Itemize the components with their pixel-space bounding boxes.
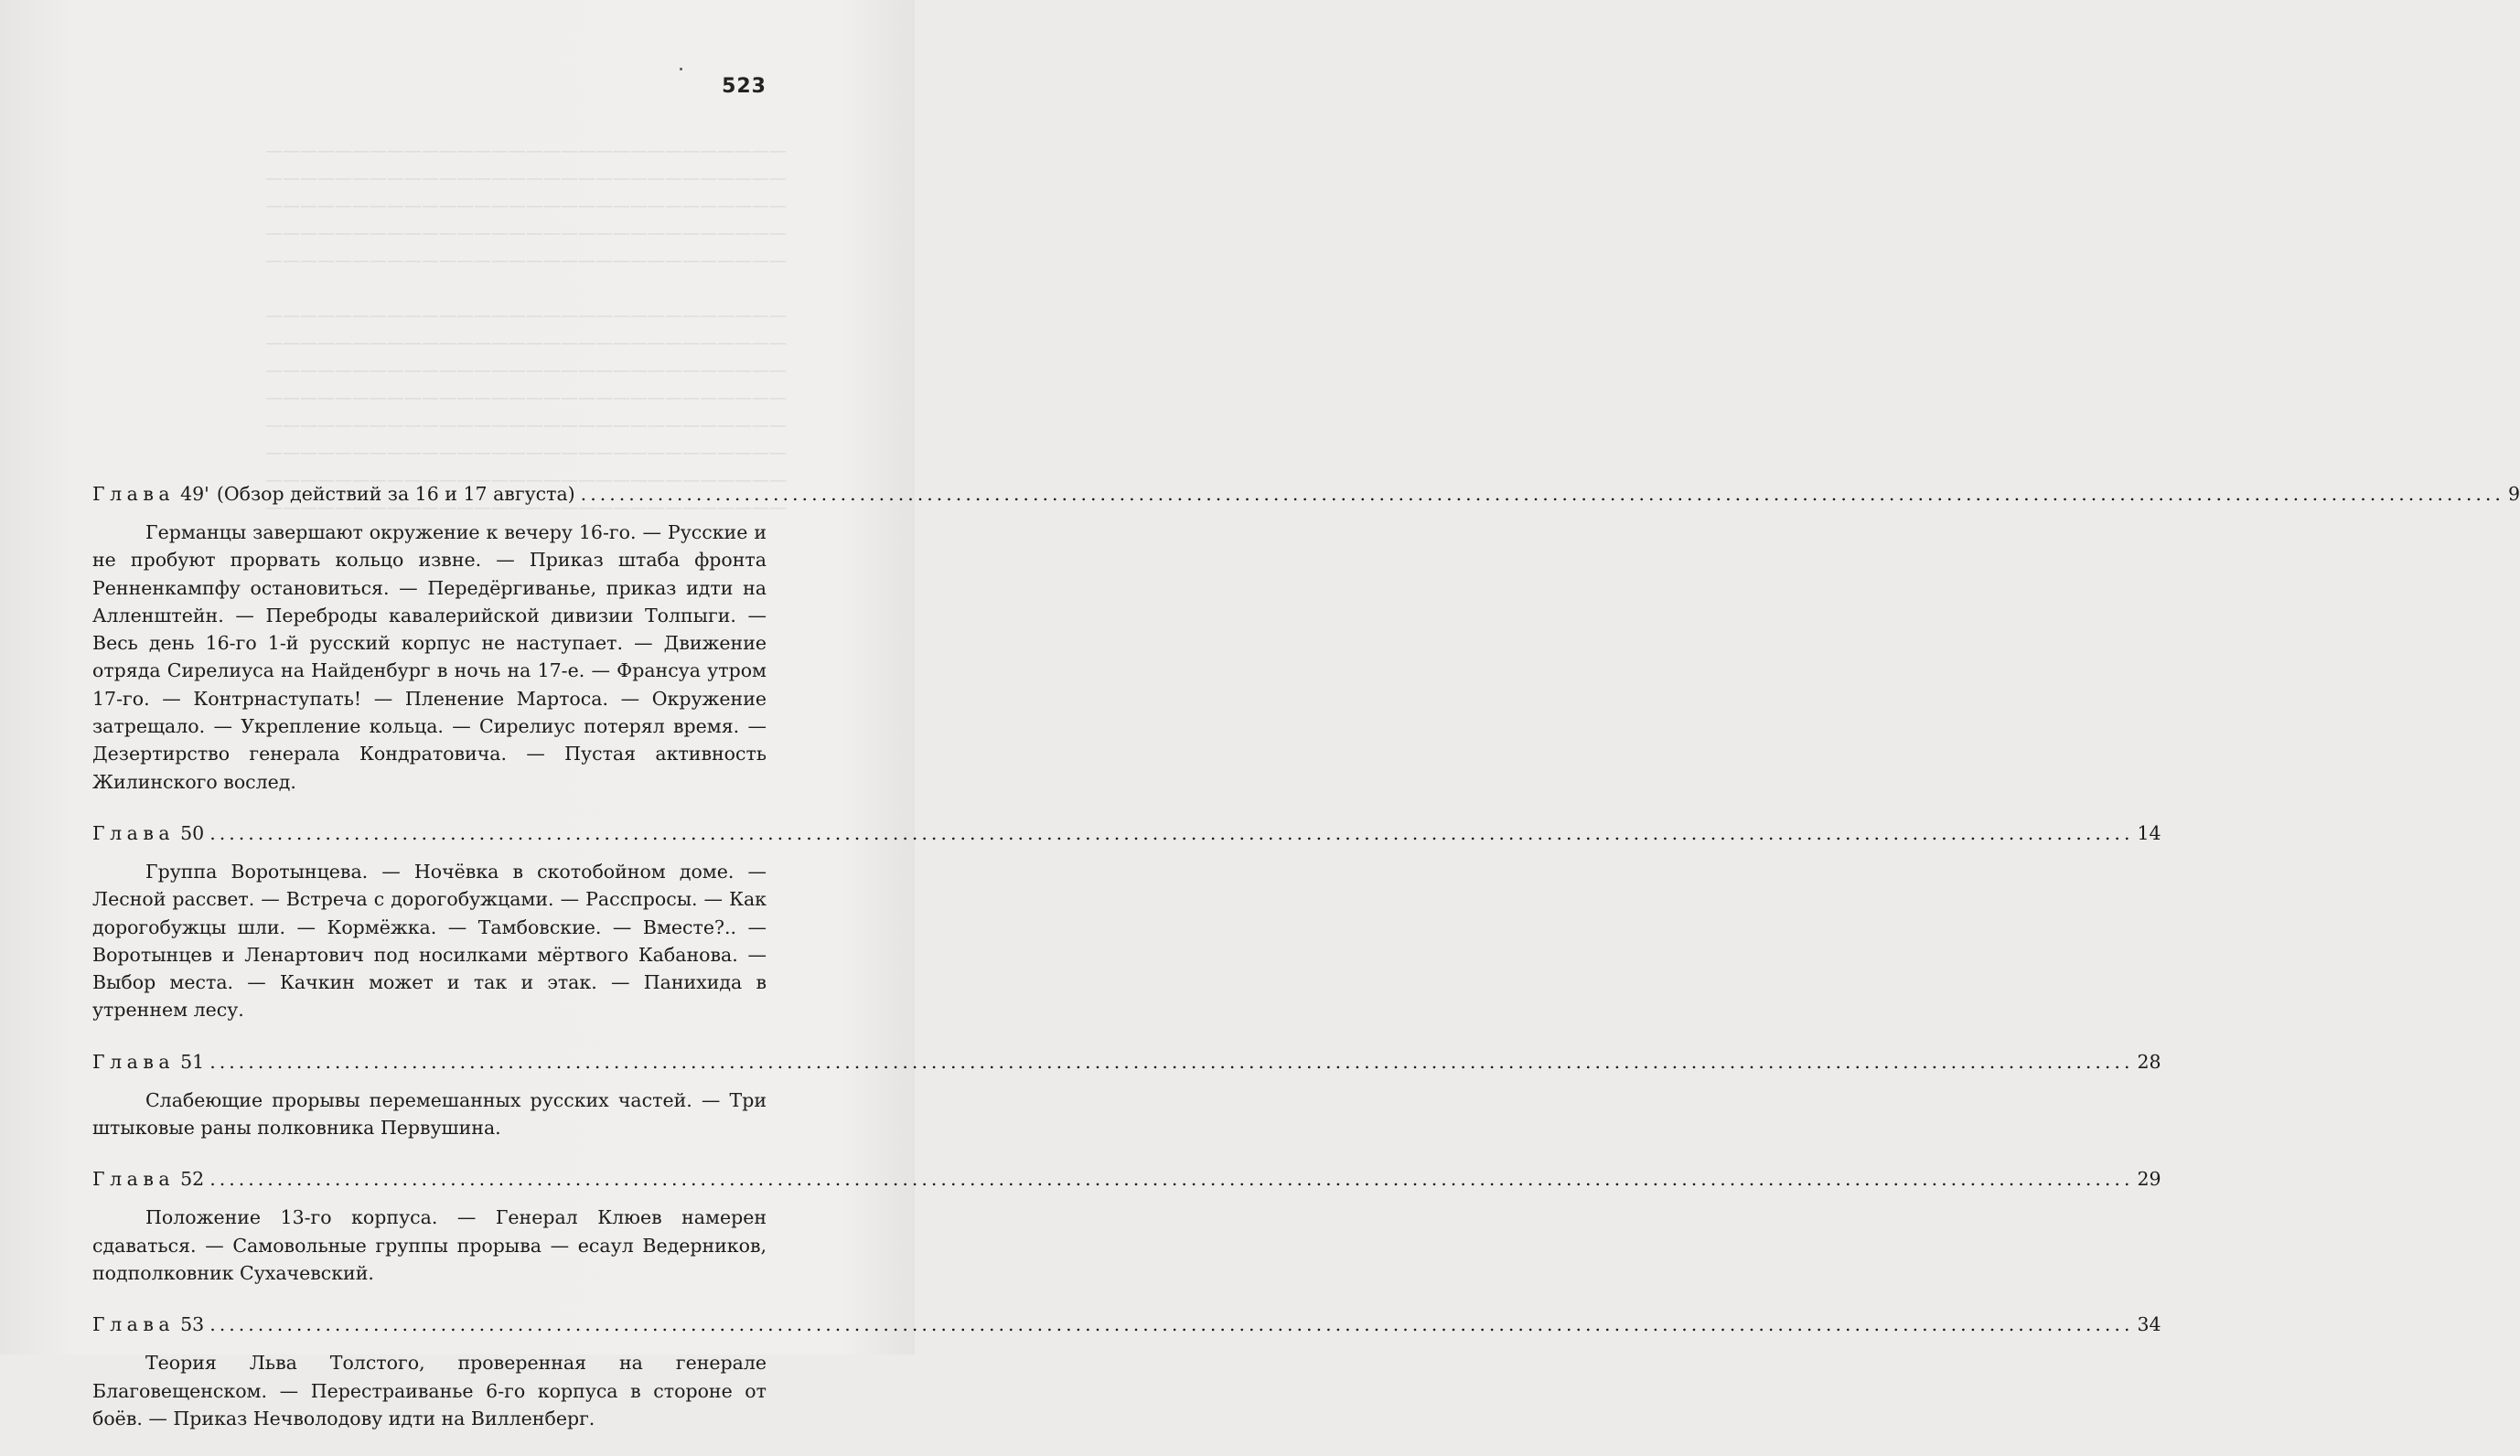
chapter-number: 51 [180, 1050, 205, 1073]
chapter-label: Глава [92, 1313, 176, 1336]
chapter-page-number: 9 [2507, 483, 2520, 505]
toc-entry-chapter-52 [92, 1165, 2161, 1287]
chapter-summary: Слабеющие прорывы перемешанных русских частей. — Три штыковые раны полковника Первушина. [92, 1088, 767, 1140]
chapter-number: 49' [180, 483, 209, 505]
dot-leader [209, 1311, 2133, 1338]
toc-entry-chapter-51 [92, 1048, 2161, 1142]
chapter-subtitle: (Обзор действий за 16 и 17 августа) [216, 483, 575, 505]
chapter-number: 53 [180, 1313, 205, 1336]
chapter-number: 50 [180, 821, 205, 844]
chapter-label: Глава [92, 1168, 176, 1191]
print-speck [680, 68, 682, 70]
chapter-label: Глава [92, 821, 176, 844]
toc-entry-heading [92, 819, 2161, 847]
chapter-page-number: 34 [2137, 1313, 2161, 1336]
bleed-through-text: —————————————————————————————— —————————————————————————————— —————————————————————————————— —————————————————————————————— —————————————————————————————— —————————————————————————————— —————————————————————————————— —————————————————————————————— —————————————————————————————— —————————————————————————————— —————————————————————————————— —————————————————————————————— —————————————————————————————— [265, 141, 787, 518]
chapter-label: Глава [92, 1050, 176, 1073]
chapter-summary: Теория Льва Толстого, проверенная на генерале Благовещенском. — Перестраиванье 6-го корпуса в стороне от боёв. — Приказ Нечволодову идти на Вилленберг. [92, 1352, 767, 1429]
toc-entry-heading [92, 1311, 2161, 1338]
toc-entry-chapter-53 [92, 1311, 2161, 1432]
table-of-contents [92, 480, 2520, 1456]
chapter-label: Глава [92, 483, 176, 505]
chapter-summary: Положение 13-го корпуса. — Генерал Клюев намерен сдаваться. — Самовольные группы прорыва — есаул Ведерников, подполковник Сухачевский. [92, 1206, 767, 1284]
dot-leader [209, 1165, 2133, 1193]
toc-entry-heading [92, 480, 2520, 508]
dot-leader [209, 819, 2133, 847]
toc-entry-heading [92, 1048, 2161, 1076]
toc-entry-chapter-49 [92, 480, 2520, 796]
chapter-summary: Группа Воротынцева. — Ночёвка в скотобойном доме. — Лесной рассвет. — Встреча с дорогобужцами. — Расспросы. — Как дорогобужцы шли. — Кормёжка. — Тамбовские. — Вместе?.. — Воротынцев и Ленартович под носилками мёртвого Кабанова. — Выбор места. — Качкин может и так и этак. — Панихида в утреннем лесу. [92, 860, 767, 1022]
chapter-page-number: 28 [2137, 1050, 2161, 1073]
chapter-number: 52 [180, 1168, 205, 1191]
chapter-page-number: 29 [2137, 1168, 2161, 1191]
page-number: 523 [722, 75, 767, 98]
chapter-page-number: 14 [2137, 821, 2161, 844]
dot-leader [209, 1048, 2133, 1076]
toc-entry-chapter-50 [92, 819, 2161, 1024]
chapter-summary: Германцы завершают окружение к вечеру 16-го. — Русские и не пробуют прорвать кольцо извне. — Приказ штаба фронта Ренненкампфу остановиться. — Передёргиванье, приказ идти на Алленштейн. — Переброды кавалерийской дивизии Толпыги. — Весь день 16-го 1-й русский корпус не наступает. — Движение отряда Сирелиуса на Найденбург в ночь на 17-е. — Франсуа утром 17-го. — Контрнаступать! — Пленение Мартоса. — Окружение затрещало. — Укрепление кольца. — Сирелиус потерял время. — Дезертирство генерала Кондратовича. — Пустая активность Жилинского вослед. [92, 521, 767, 793]
toc-entry-heading [92, 1165, 2161, 1193]
dot-leader [581, 480, 2504, 508]
